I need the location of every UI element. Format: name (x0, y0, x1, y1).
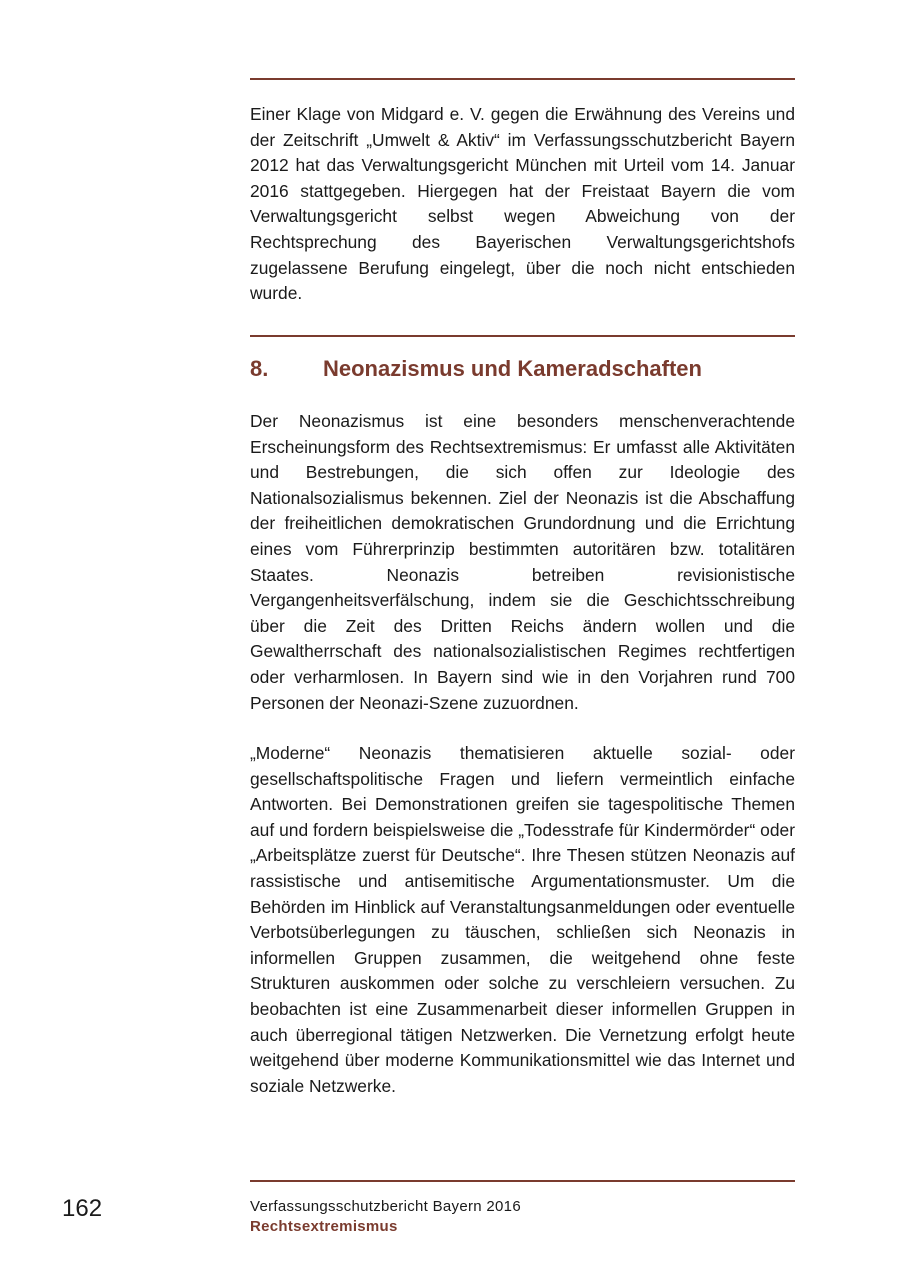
section-number: 8. (250, 356, 269, 381)
section-heading (250, 353, 795, 385)
intro-paragraph: Einer Klage von Midgard e. V. gegen die Erwähnung des Vereins und der Zeitschrift „Umwelt & Aktiv“ im Verfassungsschutzbericht Bayern 2012 hat das Verwaltungsgericht München mit Urteil vom 14. Januar 2016 stattgegeben. Hiergegen hat der Freistaat Bayern die vom Verwaltungsgericht selbst wegen Abweichung von der Rechtsprechung des Bayerischen Verwaltungsgerichtshofs zugelassene Berufung eingelegt, über die noch nicht entschieden wurde. (250, 104, 795, 304)
body-paragraph-1: Der Neonazismus ist eine besonders menschenverachtende Erscheinungsform des Rechtsextremismus: Er umfasst alle Aktivitäten und Bestrebungen, die sich offen zur Ideologie des Nationalsozialismus bekennen. Ziel der Neonazis ist die Abschaffung der freiheitlichen demokratischen Grundordnung und die Errichtung eines vom Führerprinzip bestimmten autoritären bzw. totalitären Staates. Neonazis betreiben revisionistische Vergangenheitsverfälschung, indem sie die Geschichtsschreibung über die Zeit des Dritten Reichs ändern wollen und die Gewaltherrschaft des nationalsozialistischen Regimes rechtfertigen oder verharmlosen. In Bayern sind wie in den Vorjahren rund 700 Personen der Neonazi-Szene zuzuordnen. (250, 411, 795, 713)
body-paragraph-2: „Moderne“ Neonazis thematisieren aktuelle sozial- oder gesellschaftspolitische Fragen und liefern vermeintlich einfache Antworten. Bei Demonstrationen greifen sie tagespolitische Themen auf und fordern beispielsweise die „Todesstrafe für Kindermörder“ oder „Arbeitsplätze zuerst für Deutsche“. Ihre Thesen stützen Neonazis auf rassistische und antisemitische Argumentationsmuster. Um die Behörden im Hinblick auf Veranstaltungsanmeldungen oder eventuelle Verbotsüberlegungen zu täuschen, schließen sich Neonazis in informellen Gruppen zusammen, die weitgehend ohne feste Strukturen auskommen oder solche zu verschleiern versuchen. Zu beobachten ist eine Zusammenarbeit dieser informellen Gruppen in auch überregional tätigen Netzwerken. Die Vernetzung erfolgt heute weitgehend über moderne Kommunikationsmittel wie das Internet und soziale Netzwerke. (250, 743, 795, 1096)
footer-chapter-title: Rechtsextremismus (250, 1218, 398, 1235)
section-title: Neonazismus und Kameradschaften (323, 356, 702, 381)
page-number: 162 (62, 1195, 103, 1222)
footer-rule (250, 1180, 795, 1182)
top-rule (250, 78, 795, 80)
section-rule (250, 335, 795, 337)
footer-publication-title: Verfassungsschutzbericht Bayern 2016 (250, 1198, 521, 1215)
